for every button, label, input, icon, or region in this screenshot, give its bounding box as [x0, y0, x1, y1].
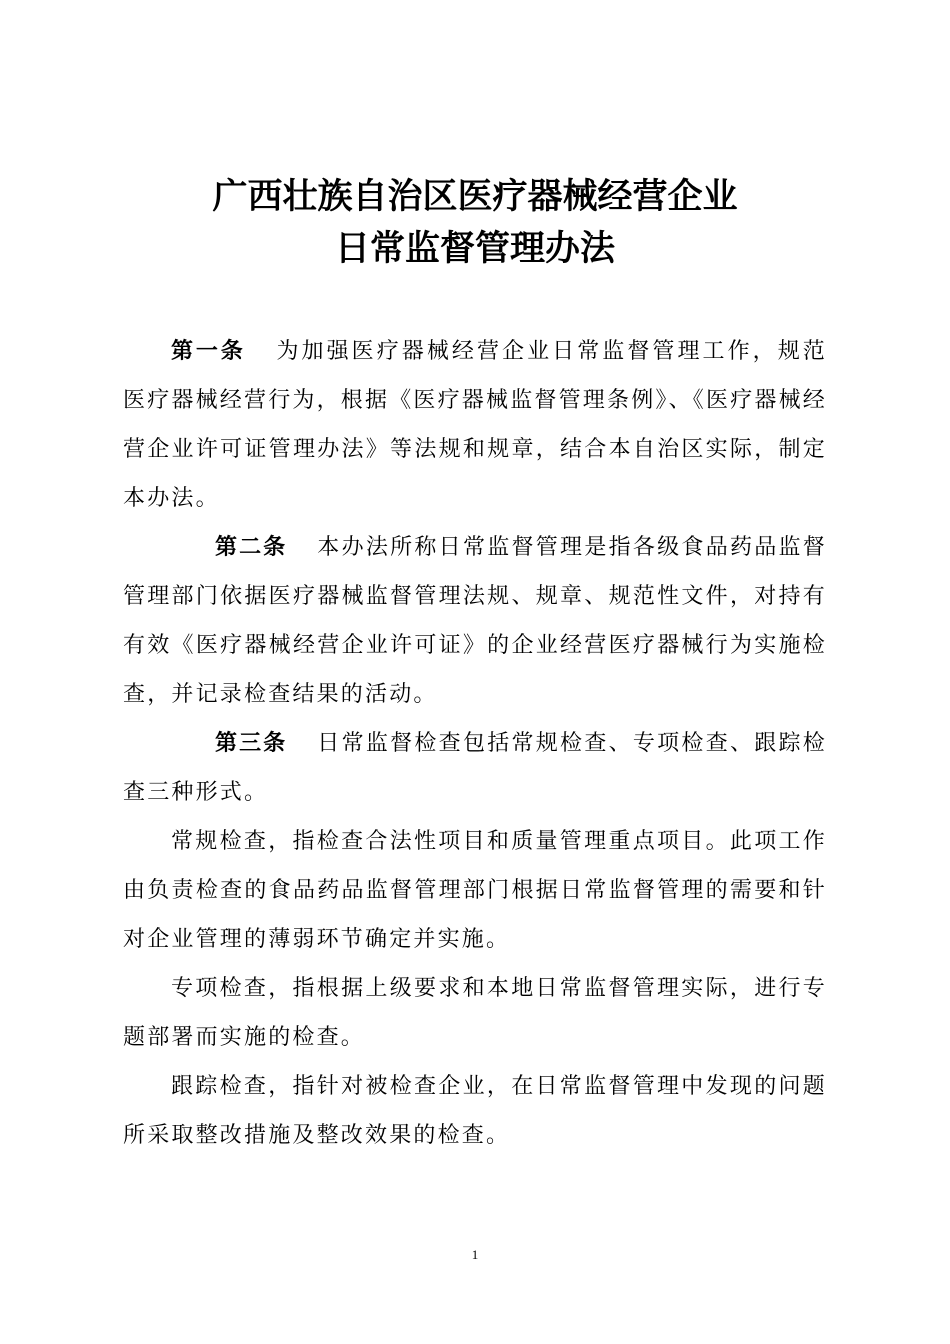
routine-inspection-paragraph — [123, 817, 827, 964]
document-title-line-1: 广西壮族自治区医疗器械经营企业 — [212, 176, 738, 217]
special-inspection-paragraph — [123, 964, 827, 1062]
article-label: 第三条 — [215, 730, 288, 756]
page-number: 1 — [471, 1247, 479, 1262]
article-1-paragraph — [123, 327, 827, 523]
article-text: 为加强医疗器械经营企业日常监督管理工作，规范医疗器械经营行为，根据《医疗器械监督管理条例》、《医疗器械经营企业许可证管理办法》等法规和规章，结合本自治区实际，制定本办法。 — [123, 339, 828, 511]
article-label: 第二条 — [215, 534, 288, 560]
document-title-line-2: 日常监督管理办法 — [334, 228, 615, 269]
article-text: 日常监督检查包括常规检查、专项检查、跟踪检查三种形式。 — [123, 731, 827, 805]
article-3-paragraph — [123, 719, 827, 817]
paragraph-text: 常规检查，指检查合法性项目和质量管理重点项目。此项工作由负责检查的食品药品监督管理部门根据日常监督管理的需要和针对企业管理的薄弱环节确定并实施。 — [123, 829, 827, 952]
paragraph-text: 跟踪检查，指针对被检查企业，在日常监督管理中发现的问题所采取整改措施及整改效果的检查。 — [123, 1074, 827, 1148]
document-body — [123, 327, 827, 1160]
article-2-paragraph — [123, 523, 827, 719]
follow-up-inspection-paragraph — [123, 1062, 827, 1160]
paragraph-text: 专项检查，指根据上级要求和本地日常监督管理实际，进行专题部署而实施的检查。 — [123, 976, 827, 1050]
article-label: 第一条 — [171, 338, 246, 364]
article-text: 本办法所称日常监督管理是指各级食品药品监督管理部门依据医疗器械监督管理法规、规章、规范性文件，对持有有效《医疗器械经营企业许可证》的企业经营医疗器械行为实施检查，并记录检查结果的活动。 — [123, 535, 827, 707]
